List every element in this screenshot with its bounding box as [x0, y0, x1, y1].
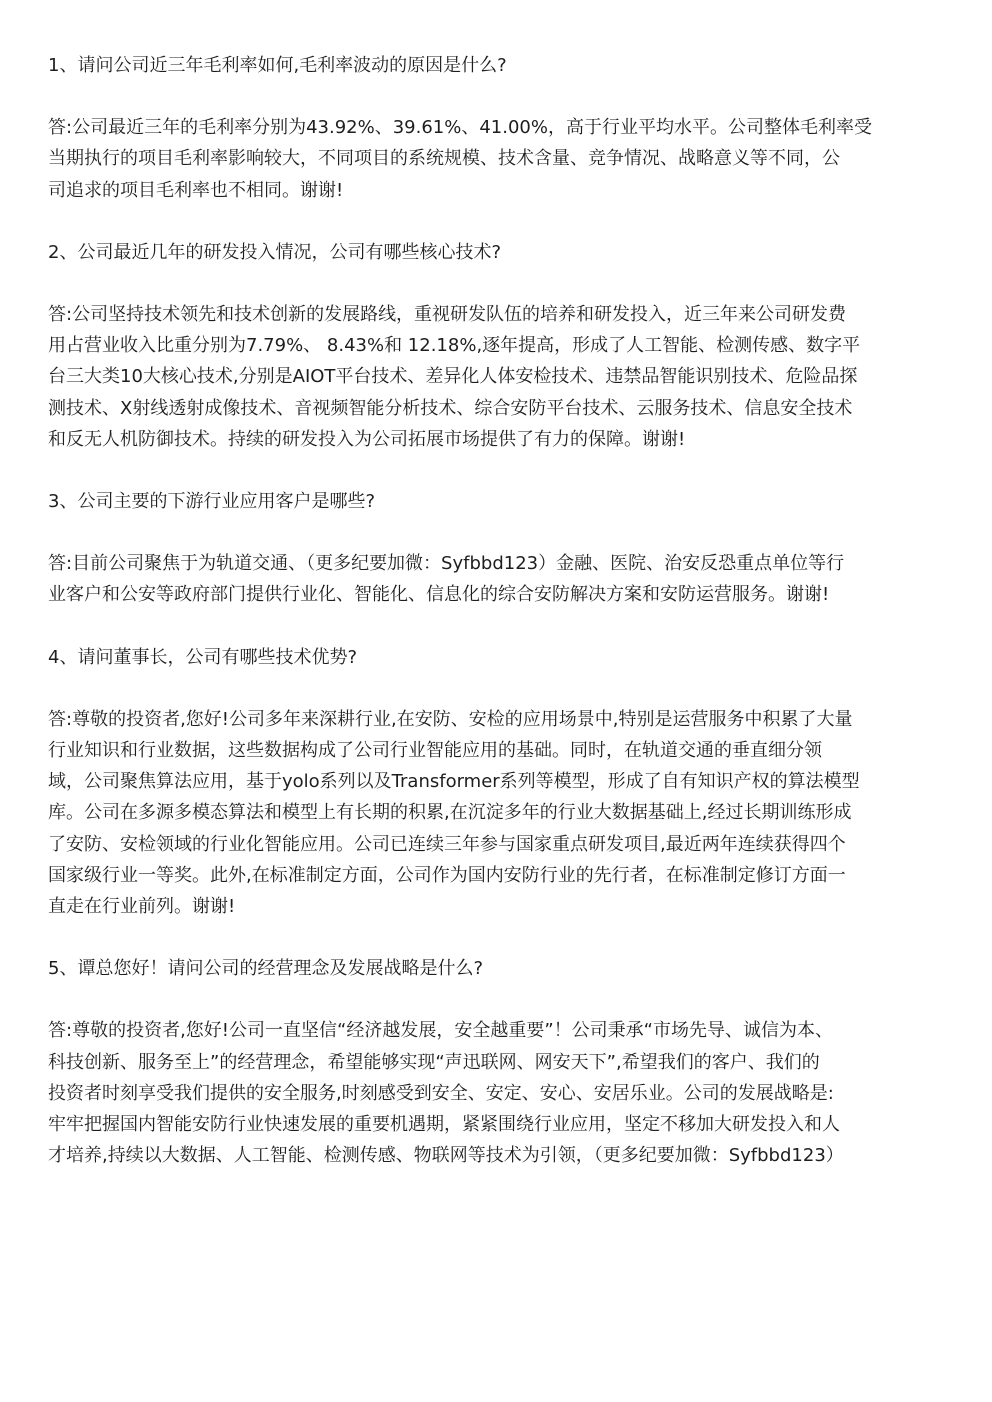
- question-line: 3、公司主要的下游行业应用客户是哪些?: [48, 491, 376, 513]
- answer-line: 业客户和公安等政府部门提供行业化、智能化、信息化的综合安防解决方案和安防运营服务。谢谢!: [48, 584, 830, 606]
- paragraph-spacer: [48, 984, 942, 1015]
- answer-line: 用占营业收入比重分别为7.79%、 8.43%和 12.18%,逐年提高，形成了人工智能、检测传感、数字平: [48, 335, 861, 357]
- answer-line: 当期执行的项目毛利率影响较大，不同项目的系统规模、技术含量、竞争情况、战略意义等不同，公: [48, 148, 840, 170]
- answer-line: 答:目前公司聚焦于为轨道交通、（更多纪要加微：Syfbbd123）金融、医院、治安反恐重点单位等行: [48, 553, 845, 575]
- answer-line: 和反无人机防御技术。持续的研发投入为公司拓展市场提供了有力的保障。谢谢!: [48, 428, 686, 450]
- paragraph-spacer: [48, 611, 942, 642]
- answer-4: [48, 704, 942, 922]
- answer-line: 了安防、安检领域的行业化智能应用。公司已连续三年参与国家重点研发项目,最近两年连续获得四个: [48, 833, 846, 855]
- answer-line: 投资者时刻享受我们提供的安全服务,时刻感受到安全、安定、安心、安居乐业。公司的发展战略是:: [48, 1082, 834, 1104]
- paragraph-spacer: [48, 517, 942, 548]
- answer-line: 牢牢把握国内智能安防行业快速发展的重要机遇期，紧紧围绕行业应用，坚定不移加大研发投入和人: [48, 1114, 840, 1136]
- paragraph-spacer: [48, 81, 942, 112]
- answer-line: 科技创新、服务至上”的经营理念，希望能够实现“声迅联网、网安天下”,希望我们的客户、我们的: [48, 1051, 820, 1073]
- answer-3: [48, 548, 942, 610]
- answer-line: 台三大类10大核心技术,分别是AIOT平台技术、差异化人体安检技术、违禁品智能识别技术、危险品探: [48, 366, 858, 388]
- question-line: 4、请问董事长，公司有哪些技术优势?: [48, 646, 358, 668]
- question-line: 2、公司最近几年的研发投入情况，公司有哪些核心技术?: [48, 241, 502, 263]
- answer-2: [48, 299, 942, 455]
- question-line: 5、谭总您好！请问公司的经营理念及发展战略是什么?: [48, 958, 484, 980]
- answer-1: [48, 112, 942, 206]
- answer-line: 行业知识和行业数据，这些数据构成了公司行业智能应用的基础。同时，在轨道交通的垂直细分领: [48, 740, 822, 762]
- paragraph-spacer: [48, 206, 942, 237]
- answer-line: 答:尊敬的投资者,您好!公司一直坚信“经济越发展，安全越重要”！公司秉承“市场先导、诚信为本、: [48, 1020, 833, 1042]
- answer-line: 国家级行业一等奖。此外,在标准制定方面，公司作为国内安防行业的先行者，在标准制定修订方面一: [48, 864, 846, 886]
- paragraph-spacer: [48, 455, 942, 486]
- question-4: [48, 642, 942, 673]
- answer-5: [48, 1015, 942, 1171]
- answer-line: 答:尊敬的投资者,您好!公司多年来深耕行业,在安防、安检的应用场景中,特别是运营服务中积累了大量: [48, 708, 853, 730]
- question-1: [48, 50, 942, 81]
- answer-line: 库。公司在多源多模态算法和模型上有长期的积累,在沉淀多年的行业大数据基础上,经过长期训练形成: [48, 802, 852, 824]
- paragraph-spacer: [48, 268, 942, 299]
- answer-line: 司追求的项目毛利率也不相同。谢谢!: [48, 179, 344, 201]
- question-3: [48, 486, 942, 517]
- question-5: [48, 953, 942, 984]
- answer-line: 直走在行业前列。谢谢!: [48, 896, 236, 918]
- paragraph-spacer: [48, 922, 942, 953]
- answer-line: 答:公司最近三年的毛利率分别为43.92%、39.61%、41.00%，高于行业平均水平。公司整体毛利率受: [48, 117, 872, 139]
- paragraph-spacer: [48, 673, 942, 704]
- question-2: [48, 237, 942, 268]
- answer-line: 测技术、X射线透射成像技术、音视频智能分析技术、综合安防平台技术、云服务技术、信息安全技术: [48, 397, 853, 419]
- answer-line: 域，公司聚焦算法应用，基于yolo系列以及Transformer系列等模型，形成了自有知识产权的算法模型: [48, 771, 860, 793]
- answer-line: 答:公司坚持技术领先和技术创新的发展路线，重视研发队伍的培养和研发投入，近三年来公司研发费: [48, 304, 847, 326]
- answer-line: 才培养,持续以大数据、人工智能、检测传感、物联网等技术为引领，（更多纪要加微：Syfbbd123）: [48, 1145, 844, 1167]
- question-line: 1、请问公司近三年毛利率如何,毛利率波动的原因是什么?: [48, 55, 507, 76]
